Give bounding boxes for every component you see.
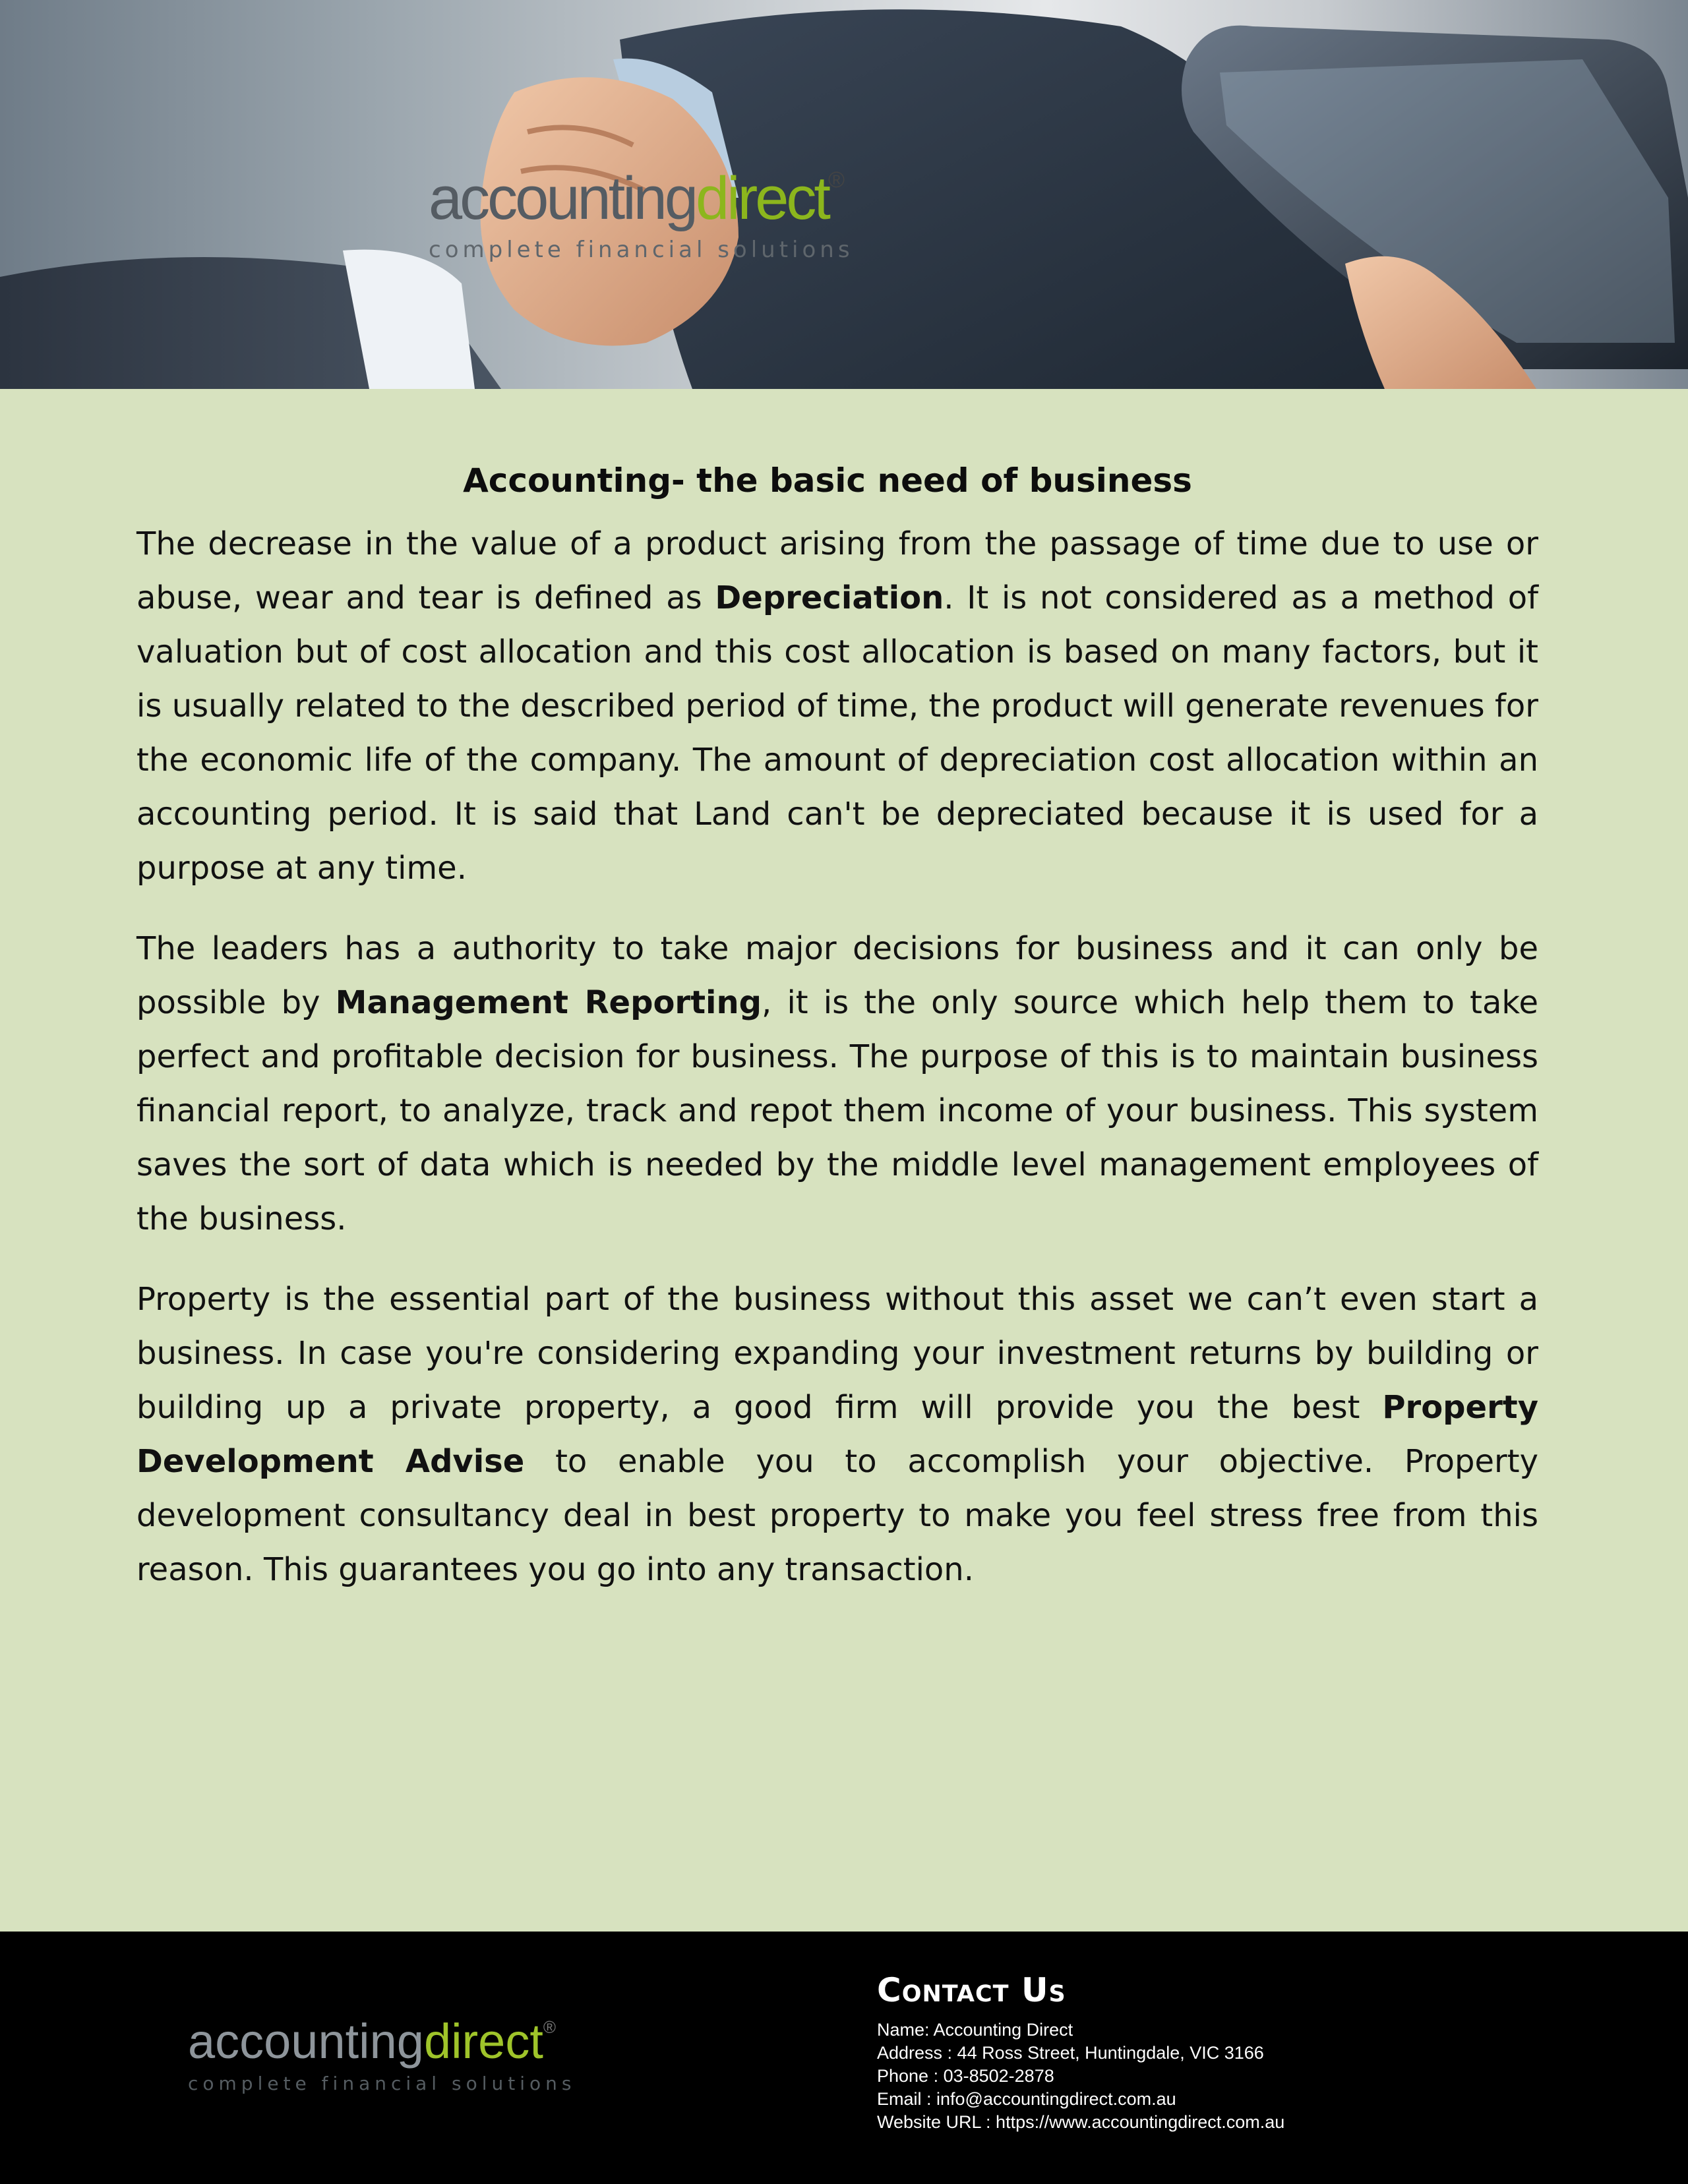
contact-heading: Contact Us (877, 1971, 1066, 2009)
registered-mark: ® (828, 167, 845, 192)
logo-word-accounting: accounting (429, 165, 696, 232)
contact-block (877, 1971, 1284, 2134)
keyword-management-reporting: Management Reporting (335, 984, 762, 1021)
header-logo-wordmark (429, 165, 890, 232)
paragraph-text: . It is not considered as a method of valuation but of cost allocation and this cost allocation is based on many factors, but it is usually related to the described period of time, the product will generate revenues for the economic life of the company. The amount of depreciation cost allocation within an accounting period. It is said that Land can't be depreciated because it is used for a purpose at any time. (136, 579, 1538, 887)
footer-logo-wordmark (188, 2014, 576, 2069)
paragraph-text: to enable you to accomplish your objective. Property development consultancy deal in best property to make you feel stress free from this reason. This guarantees you go into any transaction. (136, 1443, 1538, 1588)
article-body (136, 461, 1538, 1623)
article-title: Accounting- the basic need of business (463, 461, 1192, 500)
header-logo-tagline: complete financial solutions (429, 237, 854, 263)
footer-logo (188, 2014, 576, 2094)
contact-name: Name: Accounting Direct (877, 2020, 1073, 2040)
keyword-property-development-advise: Property Development Advise (136, 1389, 1538, 1480)
registered-mark: ® (543, 2017, 557, 2037)
header-logo (429, 165, 890, 287)
contact-email: Email : info@accountingdirect.com.au (877, 2089, 1176, 2109)
contact-website: Website URL : https://www.accountingdirect.com.au (877, 2112, 1285, 2132)
logo-word-direct: direct (423, 2014, 543, 2069)
header-banner-photo (0, 0, 1688, 389)
paragraph-depreciation (136, 517, 1538, 895)
paragraph-text: Property is the essential part of the business without this asset we can’t even start a business. In case you're considering expanding your investment returns by building or building up a private property, a good firm will provide you the best (136, 1281, 1538, 1426)
footer-logo-tagline: complete financial solutions (188, 2073, 576, 2094)
paragraph-text: The leaders has a authority to take major decisions for business and it can only be possible by (136, 930, 1538, 1021)
paragraph-property-development (136, 1272, 1538, 1597)
paragraph-text: The decrease in the value of a product arising from the passage of time due to use or abuse, wear and tear is defined as (136, 525, 1538, 616)
contact-address: Address : 44 Ross Street, Huntingdale, VIC 3166 (877, 2043, 1264, 2063)
contact-phone: Phone : 03-8502-2878 (877, 2066, 1054, 2086)
paragraph-management-reporting (136, 922, 1538, 1246)
footer (0, 1932, 1688, 2184)
logo-word-direct: direct (696, 165, 828, 232)
logo-word-accounting: accounting (188, 2014, 424, 2069)
paragraph-text: , it is the only source which help them to take perfect and profitable decision for business. The purpose of this is to maintain business financial report, to analyze, track and repot them income of your business. This system saves the sort of data which is needed by the middle level management employees of the business. (136, 984, 1539, 1237)
keyword-depreciation: Depreciation (715, 579, 944, 616)
